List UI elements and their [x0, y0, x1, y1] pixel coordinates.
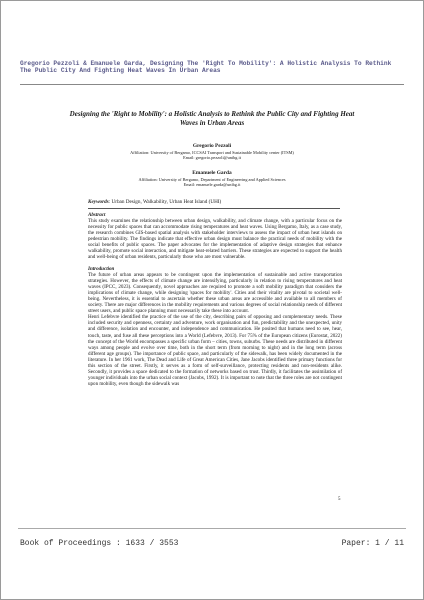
paper-page-counter: Paper: 1 / 11	[341, 539, 404, 548]
abstract-section	[88, 212, 342, 260]
author-affiliation: Affiliation: University of Bergamo, ICCSAI Transport and Sustainable Mobility center (ITSM)	[130, 150, 294, 155]
footer-divider	[18, 528, 406, 529]
page-number: 5	[338, 497, 341, 502]
author-email: Email: emanuele.garda@unibg.it	[183, 182, 241, 188]
proceedings-page-counter: Book of Proceedings : 1633 / 3553	[20, 539, 179, 548]
running-head: Gregorio Pezzoli & Emanuele Garda, Designing The 'Right To Mobility': A Holistic Analysis To Rethink The Public City And Fighting Heat Waves In Urban Areas	[20, 60, 392, 75]
author-name: Gregorio Pezzoli	[192, 143, 232, 149]
author-email: Email: gregorio.pezzoli@unibg.it	[183, 155, 241, 161]
abstract-text: This study examines the relationship between urban design, walkability, and climate change, with a particular focus on the necessity for public spaces that can accommodate rising temperatures and heat waves. Using Bergamo, Italy, as a case study, the research combines GIS-based spatial analysis with stakeholder interviews to assess the impact of urban heat islands on pedestrian mobility. The findings indicate that effective urban design must balance the practical needs of mobility with the social benefits of public spaces. The paper advocates for the implementation of adaptive design strategies that enhance walkability, promote social interaction, and mitigate heat-related barriers. These strategies are expected to support the health and well-being of urban residents, particularly those who are most vulnerable.	[88, 218, 342, 261]
introduction-paragraph: Henri Lefebvre identified the practice of the use of the city, describing pairs of opposing and complementary needs. These included security and openness, certainty and adventure, work organisation and fun, predictability and the unexpected, unity and difference, isolation and encounter, and independence and communication. He posited that humans need to see, hear, touch, taste, and fuse all these perceptions into a World (Lefebvre, 2013). For 75% of the European citizens (Eurostat, 2022) the concept of the World encompasses a specific urban form – cities, towns, suburbs. These needs are distributed in different ways among people and evolve over time, both in the short term (from morning to night) and in the long term (across different age groups). The importance of public space, and particularly of the sidewalk, has been widely documented in the literature. In her 1961 work, The Dead and Life of Great American Cities, Jane Jacobs identified three primary functions for this section of the street. Firstly, it serves as a form of self-surveillance, protecting residents and non-residents alike. Secondly, it provides a space dedicated to the formation of networks based on trust. Thirdly, it facilitates the assimilation of younger individuals into the urban social context (Jacobs, 1992). It is important to note that the three roles are not contingent upon mobility, even though the sidewalk was	[88, 314, 342, 387]
author-name: Emanuele Garda	[192, 170, 232, 176]
introduction-heading: Introduction	[88, 266, 115, 272]
keywords-label: Keywords	[88, 199, 109, 205]
keywords-line	[88, 199, 221, 205]
author-block-1	[60, 143, 364, 161]
paper-title: Designing the 'Right to Mobility': a Holistic Analysis to Rethink the Public City and Fighting Heat Waves in Urban Areas	[69, 110, 355, 127]
header-divider	[20, 84, 404, 85]
author-block-2	[60, 170, 364, 188]
introduction-paragraph: The future of urban areas appears to be contingent upon the implementation of sustainable and active transportation strategies. However, the effects of climate change are intensifying, particularly in relation to rising temperatures and heat waves (IPCC, 2023). Consequently, novel approaches are required to promote a soft mobility paradigm that considers the implications of climate change, while designing 'spaces for mobility'. Cities and their vitality are pivotal to societal well-being. Nevertheless, it is essential to ascertain whether these urban areas are accessible and available to all members of society. There are major differences in the mobility requirements and various degrees of social relationship needs of different street users, and public space planning must necessarily take these into account.	[88, 272, 342, 315]
keywords-text: : Urban Design, Walkability, Urban Heat Island (UHI)	[108, 199, 222, 205]
abstract-heading: Abstract	[88, 212, 106, 218]
introduction-section	[88, 266, 342, 387]
keywords-divider	[88, 208, 340, 209]
author-affiliation: Affiliation: University of Bergamo, Department of Engineering and Applied Sciences	[138, 177, 286, 182]
